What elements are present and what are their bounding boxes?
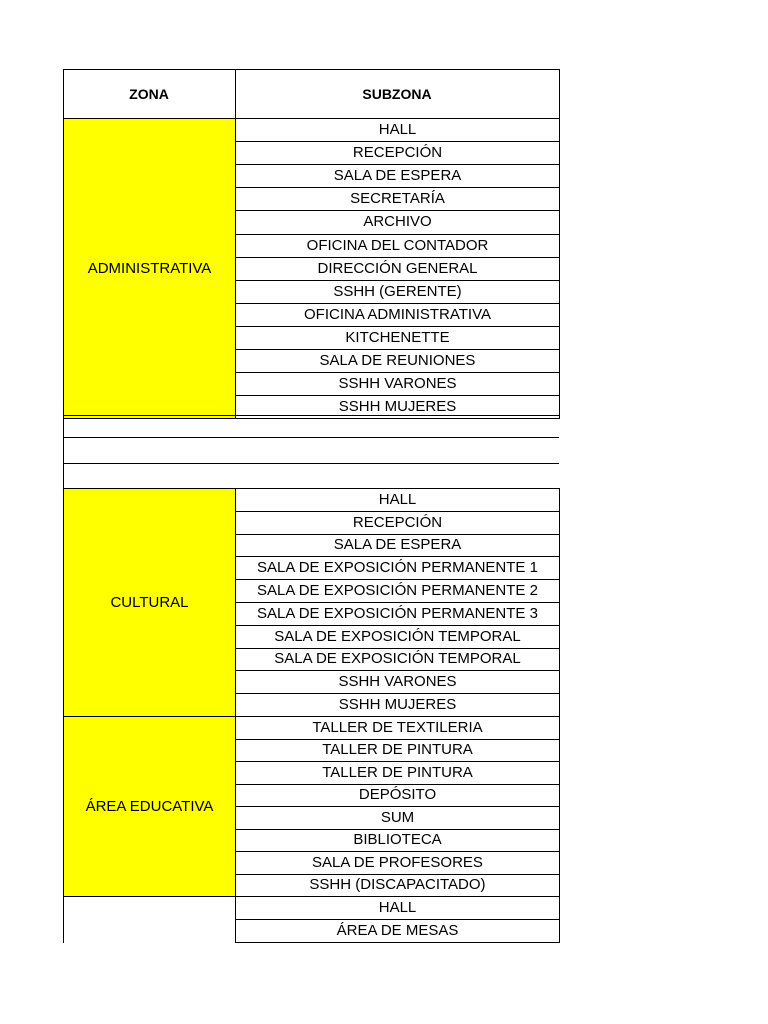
header-top-border bbox=[63, 69, 560, 70]
right-border bbox=[559, 488, 560, 717]
subzona-cell: KITCHENETTE bbox=[345, 328, 450, 346]
subzona-cell: SALA DE REUNIONES bbox=[319, 352, 476, 370]
subzona-cell: ÁREA DE MESAS bbox=[336, 922, 459, 939]
group-top-border bbox=[63, 118, 560, 119]
spacer-line bbox=[63, 437, 559, 438]
zone-cell: ÁREA EDUCATIVA bbox=[64, 717, 235, 896]
spacer-line bbox=[63, 415, 559, 416]
left-border bbox=[63, 118, 64, 419]
subzona-cell: RECEPCIÓN bbox=[352, 144, 443, 162]
row-border bbox=[235, 418, 560, 419]
subzona-cell: SSHH MUJERES bbox=[338, 696, 457, 714]
right-border bbox=[559, 716, 560, 897]
subzona-cell: DEPÓSITO bbox=[358, 786, 437, 804]
right-border bbox=[559, 118, 560, 419]
subzona-cell: HALL bbox=[378, 899, 417, 916]
zone-cell: CULTURAL bbox=[64, 489, 235, 716]
subzona-cell: HALL bbox=[378, 490, 417, 508]
group-top-border bbox=[63, 488, 560, 489]
subzona-cell: SSHH MUJERES bbox=[338, 398, 457, 416]
subzona-cell: SALA DE EXPOSICIÓN TEMPORAL bbox=[274, 650, 521, 668]
right-border bbox=[559, 896, 560, 943]
header-left-border bbox=[63, 69, 64, 118]
spacer-left-border bbox=[63, 415, 64, 488]
subzona-cell: SALA DE EXPOSICIÓN TEMPORAL bbox=[274, 627, 521, 645]
subzona-cell: SSHH VARONES bbox=[338, 375, 457, 393]
subzona-cell: OFICINA ADMINISTRATIVA bbox=[304, 305, 491, 323]
subzona-cell: SALA DE PROFESORES bbox=[312, 853, 483, 871]
subzona-cell: SSHH (DISCAPACITADO) bbox=[309, 876, 486, 894]
subzona-cell: TALLER DE PINTURA bbox=[322, 763, 473, 781]
left-border bbox=[63, 716, 64, 897]
group-top-border bbox=[63, 716, 560, 717]
subzona-cell: SUM bbox=[380, 808, 415, 826]
header-right-border bbox=[559, 69, 560, 118]
zone-cell: ADMINISTRATIVA bbox=[64, 119, 235, 418]
subzona-cell: SALA DE EXPOSICIÓN PERMANENTE 3 bbox=[257, 604, 538, 622]
subzona-cell: SALA DE ESPERA bbox=[333, 167, 462, 185]
zone-divider bbox=[235, 118, 236, 419]
subzona-cell: SALA DE EXPOSICIÓN PERMANENTE 2 bbox=[257, 582, 538, 600]
subzona-cell: ARCHIVO bbox=[363, 213, 432, 231]
zone-cell bbox=[64, 897, 235, 942]
header-zona: ZONA bbox=[129, 86, 169, 102]
left-border bbox=[63, 896, 64, 943]
subzona-cell: SALA DE EXPOSICIÓN PERMANENTE 1 bbox=[257, 559, 538, 577]
zone-divider bbox=[235, 896, 236, 943]
subzona-cell: SALA DE ESPERA bbox=[333, 536, 462, 554]
subzona-cell: RECEPCIÓN bbox=[352, 513, 443, 531]
left-border bbox=[63, 488, 64, 717]
zone-divider bbox=[235, 716, 236, 897]
subzona-cell: BIBLIOTECA bbox=[353, 831, 442, 849]
subzona-cell: OFICINA DEL CONTADOR bbox=[306, 236, 489, 254]
subzona-cell: TALLER DE TEXTILERIA bbox=[312, 718, 483, 736]
zone-divider bbox=[235, 488, 236, 717]
header-subzona: SUBZONA bbox=[362, 86, 432, 102]
row-border bbox=[235, 942, 560, 943]
subzona-cell: TALLER DE PINTURA bbox=[322, 741, 473, 759]
subzona-cell: HALL bbox=[378, 121, 417, 139]
subzona-cell: SECRETARÍA bbox=[350, 190, 445, 208]
subzona-cell: DIRECCIÓN GENERAL bbox=[317, 259, 478, 277]
group-top-border bbox=[63, 896, 560, 897]
header-divider bbox=[235, 69, 236, 118]
group-bottom-border bbox=[63, 418, 236, 419]
subzona-cell: SSHH (GERENTE) bbox=[333, 282, 462, 300]
subzona-cell: SSHH VARONES bbox=[338, 673, 457, 691]
spacer-line bbox=[63, 463, 559, 464]
